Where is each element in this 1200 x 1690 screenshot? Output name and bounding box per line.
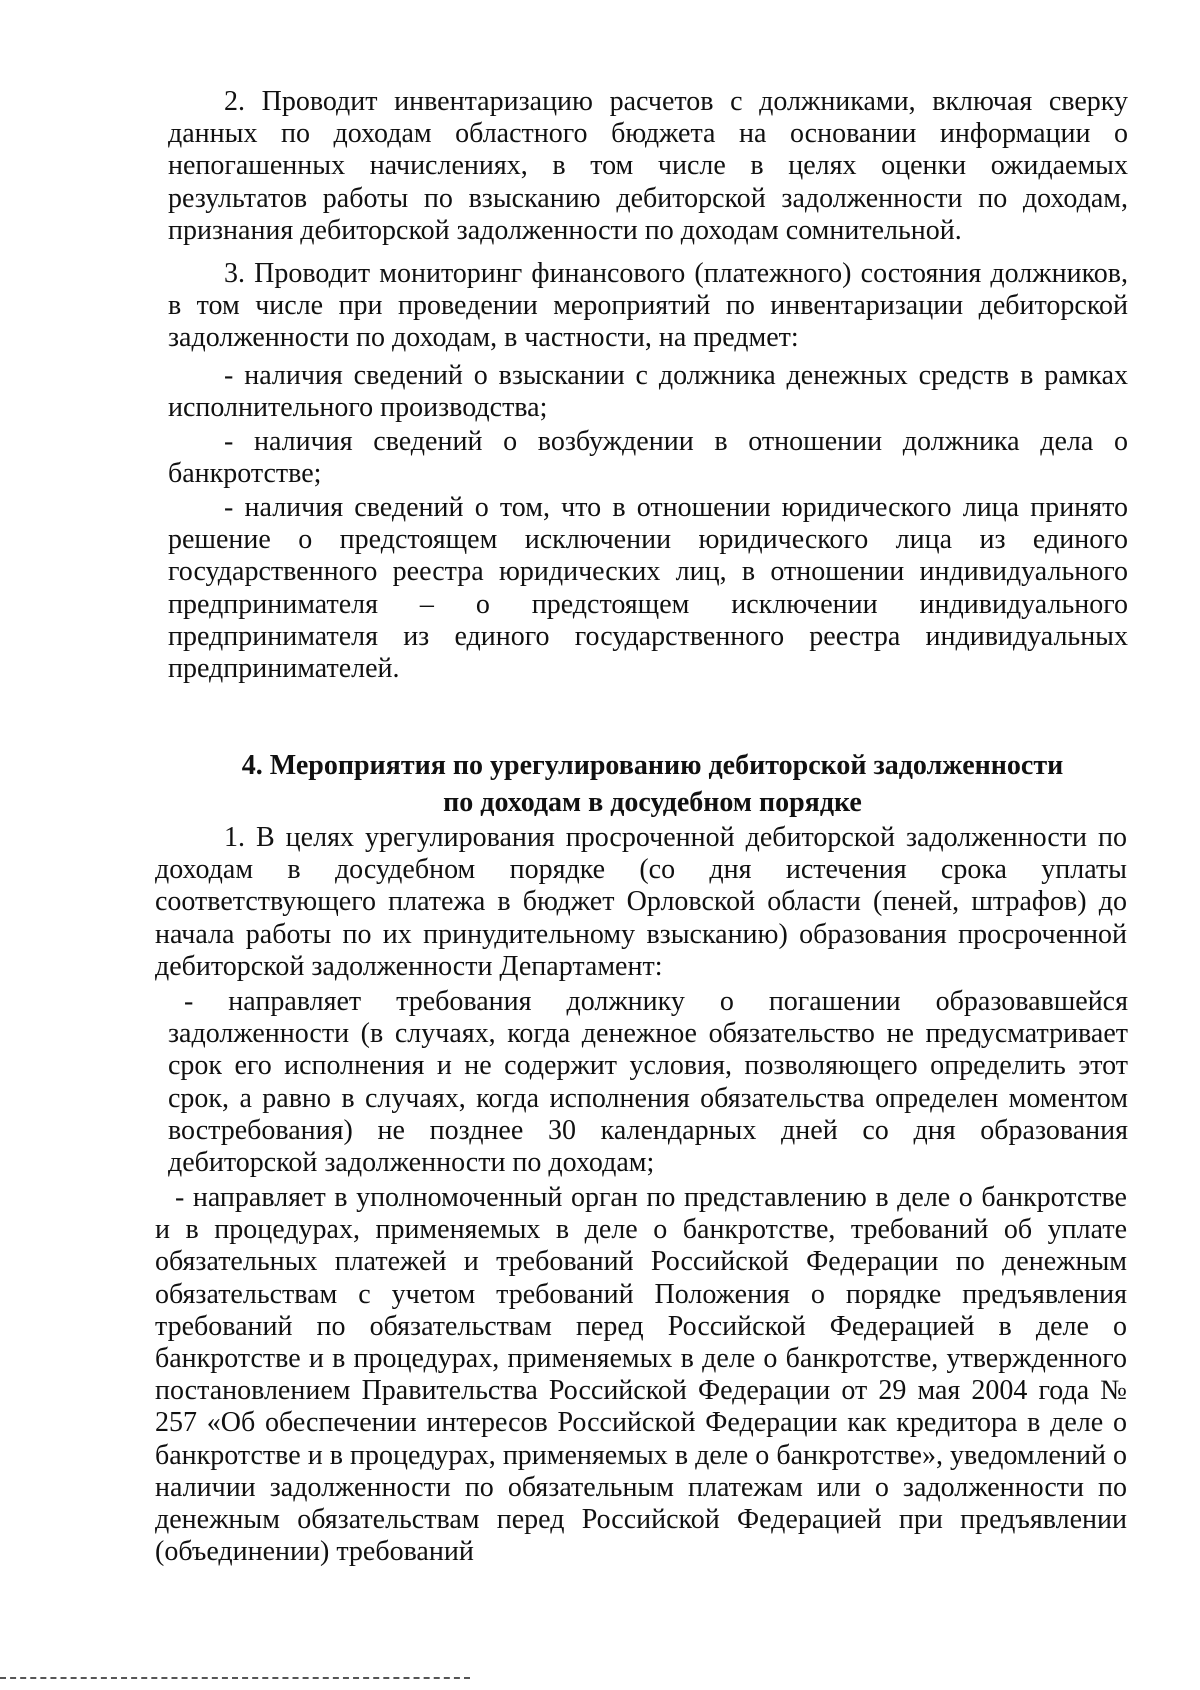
bullet-bankruptcy-case: - наличия сведений о возбуждении в отношении должника дела о банкротстве;	[168, 426, 1128, 490]
paragraph-item-3: 3. Проводит мониторинг финансового (платежного) состояния должников, в том числе при проведении мероприятий по инвентаризации дебиторской задолженности по доходам, в частности, на предмет:	[168, 258, 1128, 354]
bullet-send-demands: - направляет требования должнику о погашении образовавшейся задолженности (в случаях, когда денежное обязательство не предусматривает срок его исполнения и не содержит условия, позволяющего определить этот срок, а равно в случаях, когда исполнения обязательства определен моментом востребования) не позднее 30 календарных дней со дня образования дебиторской задолженности по доходам;	[168, 986, 1128, 1179]
bullet-register-exclusion: - наличия сведений о том, что в отношении юридического лица принято решение о предстоящем исключении юридического лица из единого государственного реестра юридических лиц, в отношении индивидуального предпринимателя – о предстоящем исключении индивидуального предпринимателя из единого государственного реестра индивидуальных предпринимателей.	[168, 492, 1128, 685]
bullet-send-to-authorized-body: - направляет в уполномоченный орган по представлению в деле о банкротстве и в процедурах, применяемых в деле о банкротстве, требований об уплате обязательных платежей и требований Российской Федерации по денежным обязательствам с учетом требований Положения о порядке предъявления требований по обязательствам перед Российской Федерацией в деле о банкротстве и в процедурах, применяемых в деле о банкротстве, утвержденного постановлением Правительства Российской Федерации от 29 мая 2004 года № 257 «Об обеспечении интересов Российской Федерации как кредитора в деле о банкротстве и в процедурах, применяемых в деле о банкротстве», уведомлений о наличии задолженности по обязательным платежам или о задолженности по денежным обязательствам перед Российской Федерацией при предъявлении (объединении) требований	[155, 1182, 1127, 1568]
paragraph-item-2: 2. Проводит инвентаризацию расчетов с должниками, включая сверку данных по доходам областного бюджета на основании информации о непогашенных начислениях, в том числе в целях оценки ожидаемых результатов работы по взысканию дебиторской задолженности по доходам, признания дебиторской задолженности по доходам сомнительной.	[168, 86, 1128, 246]
paragraph-section-4-item-1: 1. В целях урегулирования просроченной дебиторской задолженности по доходам в досудебном порядке (со дня истечения срока уплаты соответствующего платежа в бюджет Орловской области (пеней, штрафов) до начала работы по их принудительному взысканию) образования просроченной дебиторской задолженности Департамент:	[155, 822, 1127, 982]
bullet-enforcement-proceedings: - наличия сведений о взыскании с должника денежных средств в рамках исполнительного производства;	[168, 360, 1128, 424]
section-4-heading-line-2: по доходам в досудебном порядке	[443, 787, 862, 818]
page-bottom-line	[0, 1677, 470, 1679]
section-4-heading-line-1: 4. Мероприятия по урегулированию дебиторской задолженности	[241, 750, 1064, 781]
